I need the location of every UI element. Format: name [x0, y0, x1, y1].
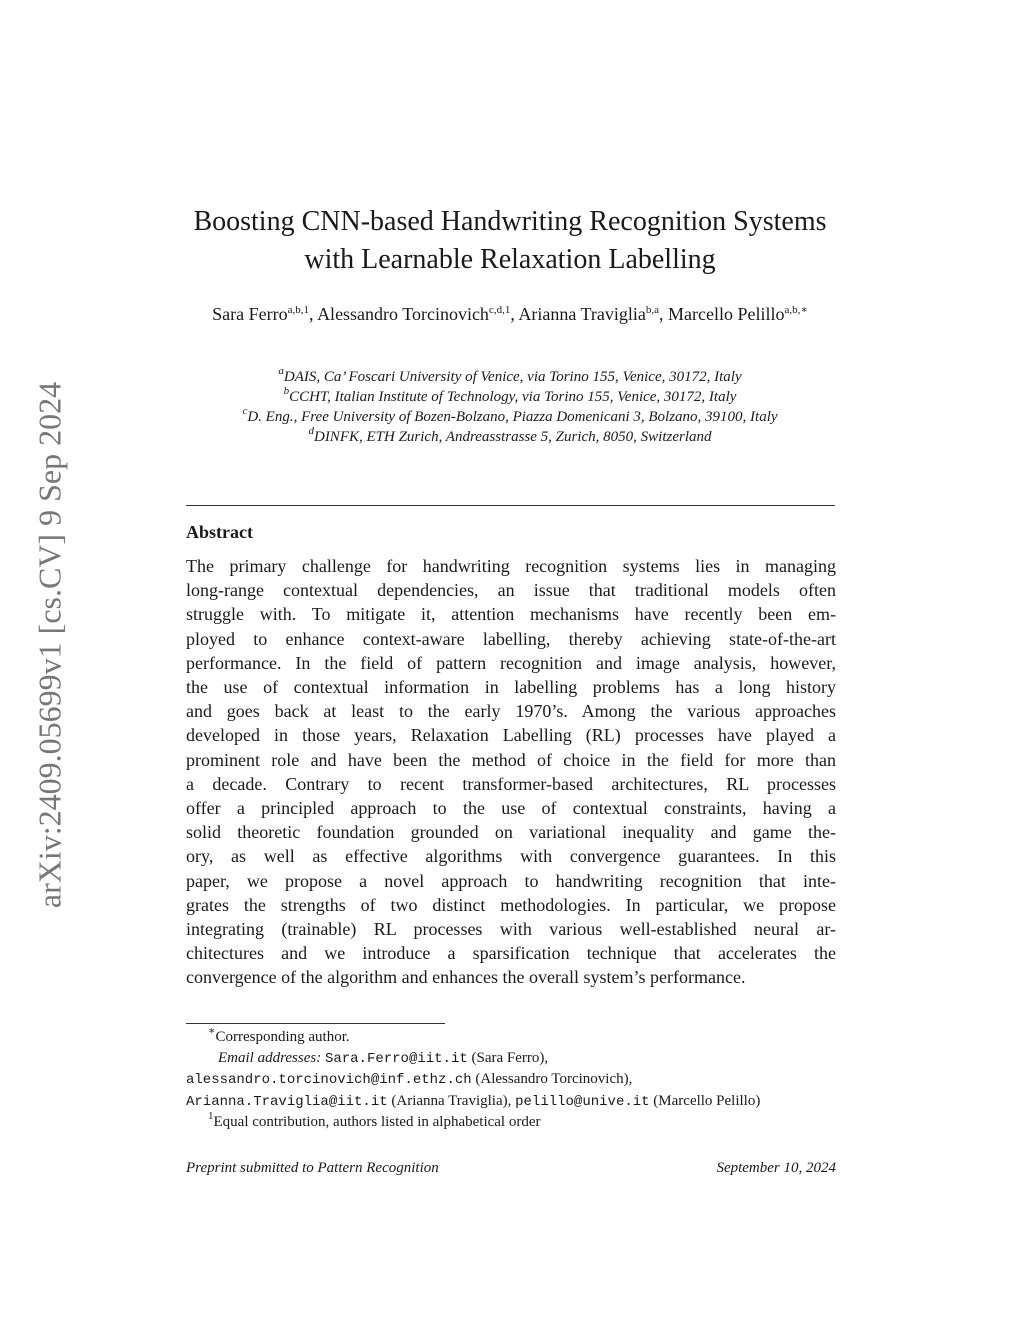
author-name: Marcello Pelillo [667, 304, 785, 324]
abstract-line: the use of contextual information in labelling problems has a long history [186, 677, 836, 698]
abstract-line: chitectures and we introduce a sparsification technique that accelerates the [186, 943, 836, 964]
affiliation-sup: b [283, 385, 290, 397]
abstract-body [186, 554, 836, 990]
affiliation-sup: c [242, 405, 248, 417]
affiliation-sup: d [308, 425, 314, 437]
abstract-line: offer a principled approach to the use of contextual constraints, having a [186, 798, 836, 819]
author-list [160, 302, 860, 327]
title-line-2: with Learnable Relaxation Labelling [304, 244, 716, 275]
author-affil-sup: b,a [645, 304, 659, 316]
email-owner: (Alessandro Torcinovich), [471, 1071, 633, 1087]
affiliation-text: DINFK, ETH Zurich, Andreasstrasse 5, Zurich, 8050, Switzerland [313, 429, 712, 445]
email-label: Email addresses: [218, 1049, 322, 1066]
email-link[interactable]: pelillo@unive.it [515, 1093, 650, 1110]
email-owner: (Marcello Pelillo) [649, 1092, 761, 1109]
affiliation-item [150, 407, 870, 427]
email-owner: (Sara Ferro), [467, 1049, 549, 1066]
author-affil-sup: a,b,∗ [784, 304, 808, 316]
abstract-heading: Abstract [186, 522, 253, 542]
author-separator: , [658, 304, 668, 324]
affiliation-item [150, 387, 870, 407]
abstract-line: and goes back at least to the early 1970’s. Among the various approaches [186, 701, 836, 722]
arxiv-stamp [20, 350, 80, 940]
arxiv-stamp-text: arXiv:2409.05699v1 [cs.CV] 9 Sep 2024 [31, 381, 68, 909]
footnote-emails-cont [186, 1091, 846, 1113]
abstract-line: convergence of the algorithm and enhances the overall system’s performance. [186, 967, 746, 988]
abstract-line: performance. In the field of pattern recognition and image analysis, however, [186, 652, 836, 673]
email-link[interactable]: alessandro.torcinovich@inf.ethz.ch [186, 1072, 472, 1088]
footer-date: September 10, 2024 [716, 1160, 836, 1176]
footnote-corresponding [186, 1027, 846, 1048]
footnote-equal [186, 1112, 846, 1133]
author-name: Alessandro Torcinovich [317, 304, 489, 324]
abstract-line: ployed to enhance context-aware labelling, thereby achieving state-of-the-art [186, 628, 836, 649]
abstract-line: solid theoretic foundation grounded on variational inequality and game the- [186, 822, 836, 843]
abstract-line: prominent role and have been the method of choice in the field for more than [186, 749, 836, 770]
author-affil-sup: c,d,1 [488, 304, 511, 316]
affiliation-item [150, 427, 870, 447]
affiliation-text: CCHT, Italian Institute of Technology, via Torino 155, Venice, 30172, Italy [289, 389, 737, 405]
footnotes [186, 1027, 846, 1133]
abstract-divider [186, 505, 835, 506]
abstract-line: struggle with. To mitigate it, attention mechanisms have recently been em- [186, 604, 836, 625]
footnote-sup: 1 [208, 1110, 214, 1122]
affiliation-item [150, 367, 870, 387]
author-affil-sup: a,b,1 [287, 304, 310, 316]
abstract-line: The primary challenge for handwriting recognition systems lies in managing [186, 556, 836, 576]
author-separator: , [309, 304, 318, 324]
abstract-line: integrating (trainable) RL processes with various well-established neural ar- [186, 919, 836, 940]
email-link[interactable]: Sara.Ferro@iit.it [324, 1050, 468, 1067]
abstract-line: grates the strengths of two distinct methodologies. In particular, we propose [186, 894, 836, 915]
abstract-line: long-range contextual dependencies, an issue that traditional models often [186, 580, 836, 601]
title-line-1: Boosting CNN-based Handwriting Recognition Systems [193, 206, 827, 237]
footnote-text: Corresponding author. [215, 1029, 350, 1045]
author-name: Arianna Traviglia [518, 304, 646, 324]
affiliation-text: DAIS, Ca’ Foscari University of Venice, via Torino 155, Venice, 30172, Italy [283, 369, 742, 385]
affiliation-list [150, 367, 870, 447]
footnote-emails [186, 1048, 846, 1070]
footer-preprint: Preprint submitted to Pattern Recognition [186, 1160, 439, 1176]
paper-title [150, 203, 870, 279]
affiliation-sup: a [278, 365, 284, 377]
author-separator: , [510, 304, 519, 324]
footnote-divider [186, 1023, 445, 1024]
abstract-line: ory, as well as effective algorithms with convergence guarantees. In this [186, 846, 836, 867]
abstract-line: developed in those years, Relaxation Labelling (RL) processes have played a [186, 725, 836, 746]
author-name: Sara Ferro [212, 304, 288, 324]
email-link[interactable]: Arianna.Traviglia@iit.it [186, 1093, 388, 1110]
email-owner: (Arianna Traviglia), [387, 1092, 516, 1109]
footnote-sup: ∗ [208, 1025, 216, 1037]
affiliation-text: D. Eng., Free University of Bozen-Bolzano, Piazza Domenicani 3, Bolzano, 39100, Italy [247, 409, 778, 425]
footnote-emails-cont [186, 1069, 846, 1091]
footnote-text: Equal contribution, authors listed in alphabetical order [213, 1114, 541, 1130]
abstract-line: a decade. Contrary to recent transformer-based architectures, RL processes [186, 773, 836, 794]
abstract-line: paper, we propose a novel approach to handwriting recognition that inte- [186, 870, 836, 891]
